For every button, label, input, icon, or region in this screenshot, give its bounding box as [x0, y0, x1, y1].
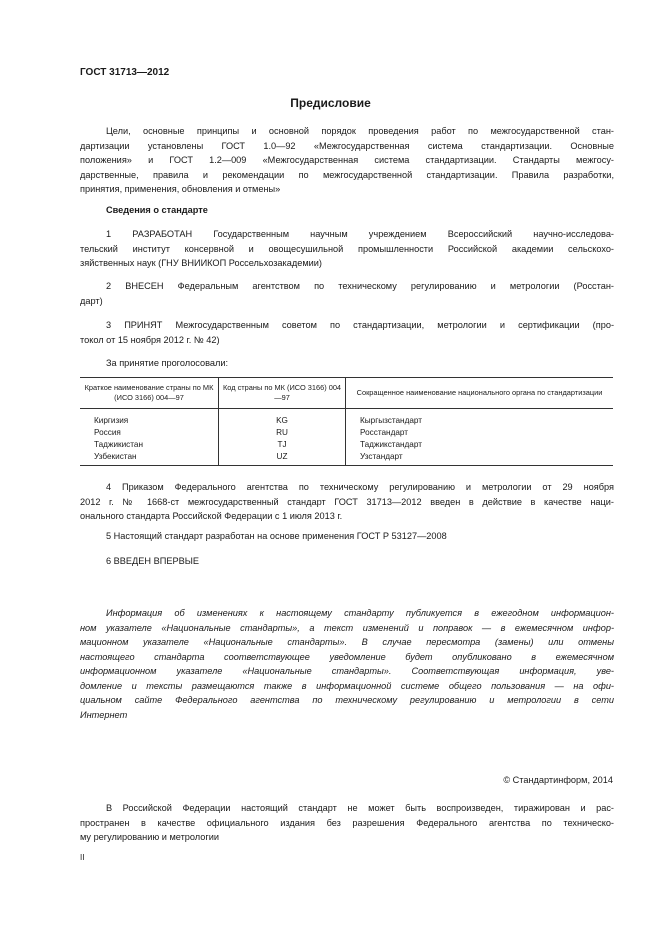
item-1-line: зяйственных наук (ГНУ ВНИИКОП Россельхозакадемии)	[80, 258, 322, 268]
notice-line: пространен в качестве официального издания без разрешения Федерального агентства по техническо-	[80, 817, 614, 828]
intro-line: принятия, применения, обновления и отмены»	[80, 184, 281, 194]
info-line: Интернет	[80, 709, 128, 720]
notice-line: В Российской Федерации настоящий стандарт не может быть воспроизведен, тиражирован и рас-	[106, 803, 614, 813]
country-cell: Таджикистан	[80, 439, 219, 451]
intro-line: Цели, основные принципы и основной порядок проведения работ по межгосударственной стан-	[106, 126, 614, 136]
item-4-paragraph	[80, 480, 614, 524]
info-paragraph	[80, 606, 614, 722]
info-line: домление и тексты размещаются также в информационной системе общего пользования — на офи-	[80, 680, 614, 691]
organization-cell: Росстандарт	[360, 428, 409, 437]
info-line: ном указателе «Национальные стандарты», а текст изменений и поправок — в ежемесячном инфор-	[80, 622, 614, 633]
reproduction-notice	[80, 801, 614, 845]
organization-cell: Таджикстандарт	[360, 440, 422, 449]
item-4-line: 2012 г. № 1668-ст межгосударственный стандарт ГОСТ 31713—2012 введен в действие в качестве наци-	[80, 496, 614, 507]
info-line: настоящего стандарта соответствующее уведомление будет опубликовано в ежемесячном	[80, 651, 614, 662]
page-number: II	[80, 853, 85, 862]
country-cell: Россия	[80, 427, 219, 439]
item-6-text: 6 ВВЕДЕН ВПЕРВЫЕ	[106, 556, 199, 566]
item-3-line: 3 ПРИНЯТ Межгосударственным советом по стандартизации, метрологии и сертификации (про-	[106, 320, 614, 330]
table-row	[80, 427, 613, 439]
item-2-line: 2 ВНЕСЕН Федеральным агентством по техническому регулированию и метрологии (Росстан-	[106, 281, 614, 291]
code-cell: KG	[219, 409, 346, 428]
code-cell: TJ	[219, 439, 346, 451]
code-cell: RU	[219, 427, 346, 439]
country-cell: Узбекистан	[80, 451, 219, 466]
intro-line: дарственные, правила и рекомендации по межгосударственной стандартизации. Правила разработки,	[80, 169, 614, 180]
table-row	[80, 439, 613, 451]
country-cell: Киргизия	[80, 409, 219, 428]
column-header-organization: Сокращенное наименование национального органа по стандартизации	[346, 378, 614, 409]
organization-cell: Узстандарт	[346, 451, 614, 466]
organization-cell: Кыргызстандарт	[360, 416, 423, 425]
item-2-line: дарт)	[80, 295, 103, 306]
notice-line: му регулированию и метрологии	[80, 832, 219, 842]
countries-table	[80, 377, 613, 466]
table-row	[80, 409, 613, 428]
column-header-country: Краткое наименование страны по МК (ИСО 3166) 004—97	[80, 378, 219, 409]
column-header-code: Код страны по МК (ИСО 3166) 004—97	[219, 378, 346, 409]
info-line: информационном указателе «Национальные стандарты». Соответствующая информация, уве-	[80, 666, 614, 676]
intro-line: положения» и ГОСТ 1.2—009 «Межгосударственная система стандартизации. Стандарты межгосу-	[80, 155, 614, 165]
document-header: ГОСТ 31713—2012	[80, 67, 170, 78]
intro-paragraph	[80, 124, 614, 197]
item-2-paragraph	[80, 279, 614, 308]
code-cell: UZ	[219, 451, 346, 466]
item-4-line: онального стандарта Российской Федерации с 1 июля 2013 г.	[80, 511, 343, 521]
info-line: Информация об изменениях к настоящему стандарту публикуется в ежегодном информацион-	[106, 608, 614, 618]
item-1-line: тельский институт консервной и овощесушильной промышленности Российской академии сельскохо-	[80, 243, 614, 254]
voted-label: За принятие проголосовали:	[106, 358, 229, 368]
item-1-paragraph	[80, 227, 614, 271]
section-subheading: Сведения о стандарте	[106, 205, 208, 215]
item-3-paragraph	[80, 318, 614, 347]
item-1-line: 1 РАЗРАБОТАН Государственным научным учреждением Всероссийский научно-исследова-	[106, 229, 614, 239]
table-row	[80, 451, 613, 466]
table-header-row	[80, 378, 613, 409]
item-3-line: токол от 15 ноября 2012 г. № 42)	[80, 334, 220, 345]
info-line: мационном указателе «Национальные стандарты». В случае пересмотра (замены) или отмены	[80, 637, 614, 647]
info-line: циальном сайте Федерального агентства по техническому регулированию и метрологии в сети	[80, 695, 614, 705]
intro-line: дартизации установлены ГОСТ 1.0—92 «Межгосударственная система стандартизации. Основные	[80, 140, 614, 151]
item-4-line: 4 Приказом Федерального агентства по техническому регулированию и метрологии от 29 ноября	[106, 482, 614, 492]
page-title: Предисловие	[290, 96, 371, 110]
item-5-text: 5 Настоящий стандарт разработан на основе применения ГОСТ Р 53127—2008	[106, 531, 447, 541]
copyright-notice: © Стандартинформ, 2014	[503, 775, 613, 785]
